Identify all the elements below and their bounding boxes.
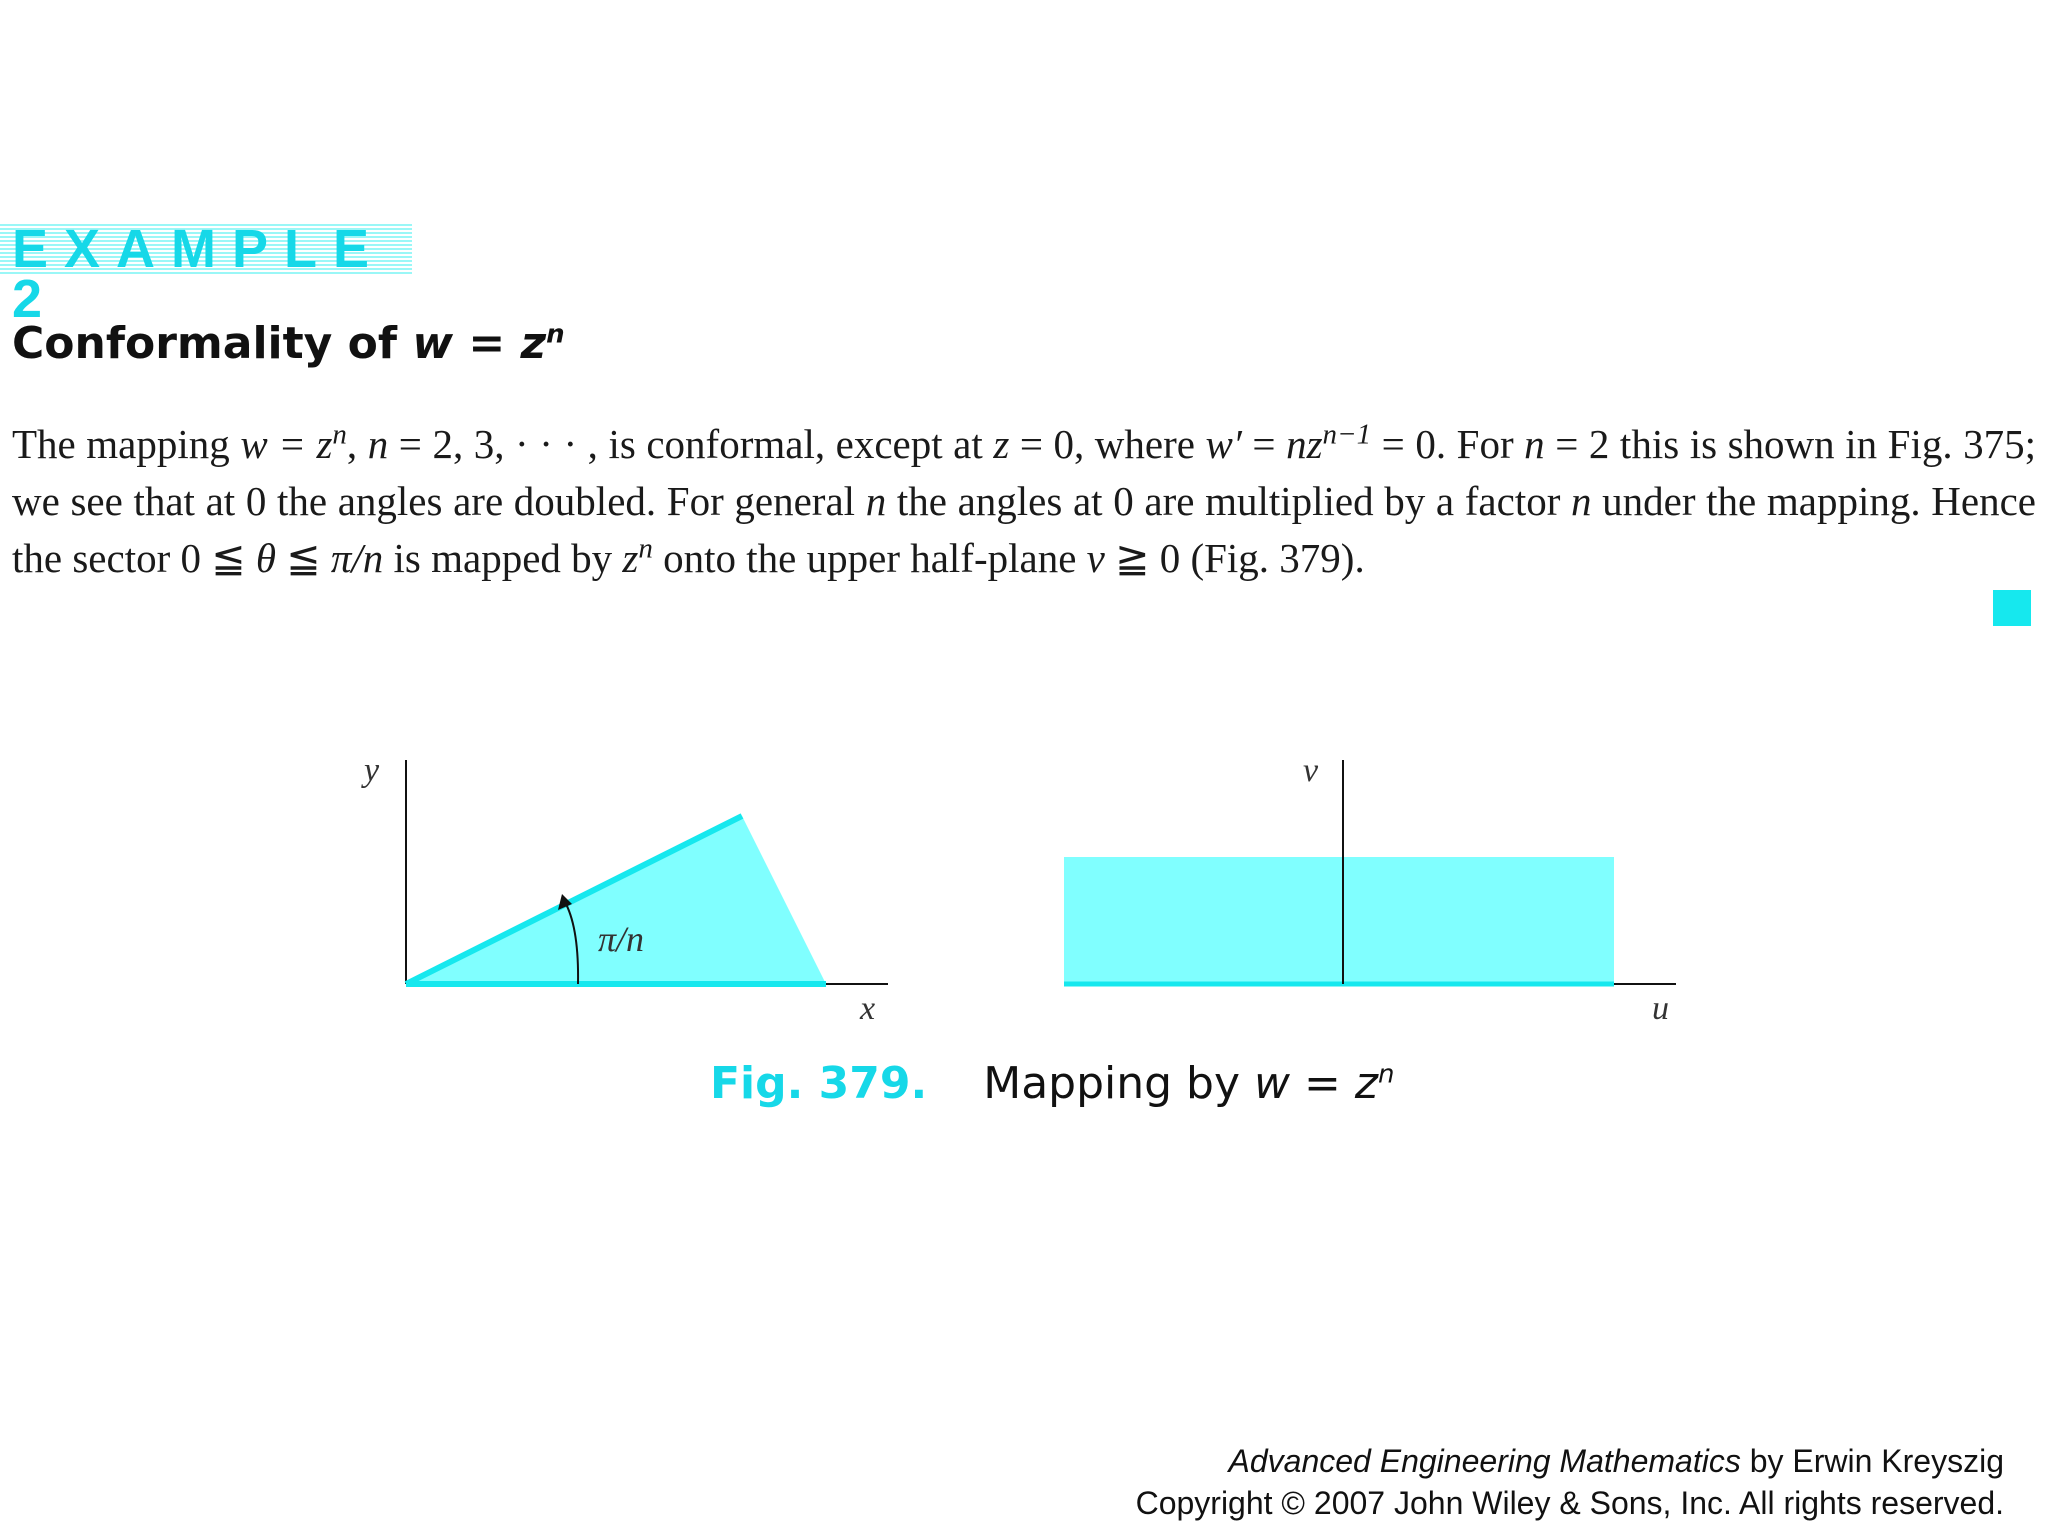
paragraph-text: = 2, 3, · · · , is conformal, except at [388, 421, 994, 467]
paragraph-math: θ [255, 535, 276, 581]
paragraph-math: z [993, 421, 1010, 467]
half-plane-region [1064, 857, 1614, 984]
figure-caption-math: w = z [1254, 1058, 1378, 1109]
x-axis-label: x [860, 990, 876, 1027]
footer-author: by Erwin Kreyszig [1740, 1443, 2004, 1479]
section-title-exponent: n [546, 319, 565, 350]
paragraph-math: z [622, 535, 639, 581]
paragraph-math: π/n [330, 535, 384, 581]
paragraph-text: The mapping [12, 421, 230, 467]
v-axis-label: v [1303, 752, 1319, 789]
paragraph-text: , [346, 421, 368, 467]
angle-label: π/n [598, 919, 645, 959]
paragraph-math: n [367, 421, 389, 467]
paragraph-math: nz [1286, 421, 1323, 467]
paragraph-text: = 0, where [1009, 421, 1206, 467]
example-heading [0, 219, 412, 329]
end-of-example-marker [1993, 590, 2031, 626]
paragraph-math: n [1571, 478, 1592, 524]
paragraph-math: w′ [1205, 421, 1242, 467]
paragraph-text: the angles at 0 are multiplied by a factor [886, 478, 1572, 524]
paragraph-text: under the mapping. Hence the sector 0 ≦ [12, 478, 2036, 581]
paragraph-exponent: n−1 [1322, 418, 1372, 451]
paragraph-text: = [1241, 421, 1287, 467]
figure-caption [710, 1058, 1394, 1109]
section-title [12, 318, 565, 369]
paragraph-text: ≧ 0 (Fig. 379). [1104, 535, 1365, 581]
paragraph-math: n [865, 478, 887, 524]
paragraph-exponent: n [638, 532, 653, 565]
section-title-text: Conformality of [12, 318, 398, 369]
w-plane-panel [1064, 760, 1676, 984]
section-title-math: w = z [412, 318, 547, 369]
u-axis-label: u [1652, 990, 1669, 1027]
y-axis-label: y [364, 752, 380, 789]
example-heading-label: EXAMPLE 2 [12, 219, 386, 329]
paragraph-math: w = z [240, 421, 333, 467]
paragraph-math: n [1524, 421, 1545, 467]
paragraph-text: = 2 this is shown in Fig. 375; we see that at 0 the angles are doubled. For general [12, 421, 2037, 524]
copyright-footer [1136, 1440, 2004, 1524]
z-plane-panel [406, 760, 888, 984]
paragraph-text: = 0. For [1371, 421, 1525, 467]
footer-book-title: Advanced Engineering Mathematics [1228, 1443, 1741, 1479]
footer-citation [1136, 1440, 2004, 1482]
example-paragraph [12, 416, 2036, 587]
paragraph-math: v [1086, 535, 1105, 581]
figure-number: Fig. 379. [710, 1058, 928, 1109]
paragraph-text: onto the upper half-plane [652, 535, 1087, 581]
figure-caption-text: Mapping by [983, 1058, 1241, 1109]
footer-copyright: Copyright © 2007 John Wiley & Sons, Inc. All rights reserved. [1135, 1485, 2004, 1521]
paragraph-text: ≦ [275, 535, 331, 581]
paragraph-exponent: n [332, 418, 347, 451]
mapping-figure [0, 740, 2048, 1060]
mapping-diagram [0, 740, 2048, 1060]
paragraph-text: is mapped by [383, 535, 623, 581]
figure-caption-exponent: n [1377, 1059, 1395, 1090]
